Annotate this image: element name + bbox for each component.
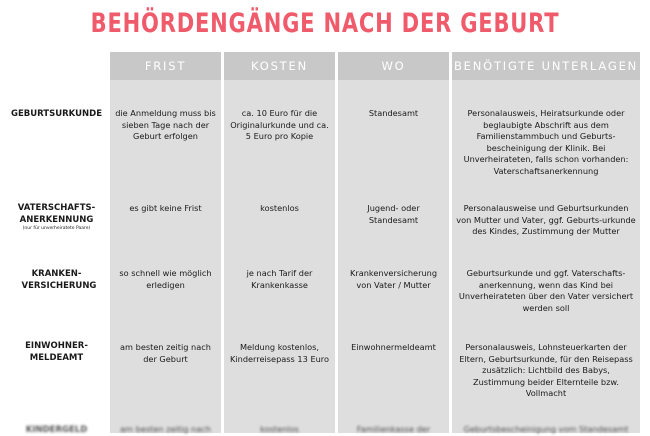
row-label-vaterschaftsanerkennung (0, 202, 113, 232)
cell-unterlagen: Personalausweise und Geburtsurkunden von Mutter und Vater, ggf. Geburts-urkunde des Kindes, Zustimmung der Mutter (456, 203, 636, 236)
row-label-text: EINWOHNER-MELDEAMT (25, 341, 88, 363)
cell-frist: die Anmeldung muss bis sieben Tage nach der Geburt erfolgen (115, 108, 216, 141)
page-title: BEHÖRDENGÄNGE NACH DER GEBURT (90, 7, 560, 39)
row-label-krankenversicherung (0, 268, 113, 292)
cell-unterlagen: Geburtsbescheinigung vom Standesamt (463, 424, 629, 434)
cell-unterlagen: Personalausweis, Lohnsteuerkarten der Eltern, Geburtsurkunde, für den Reisepass zusätzlich: Lichtbild des Babys, Zustimmung beider Elternteile bzw. Vollmacht (459, 342, 633, 398)
row-label-geburtsurkunde (0, 108, 113, 120)
cell-frist: es gibt keine Frist (129, 203, 202, 213)
cell-kosten: kostenlos (260, 203, 299, 213)
cell-frist: am besten zeitig nach (120, 424, 211, 434)
header-wo: WO (338, 52, 449, 80)
header-frist: FRIST (110, 52, 221, 80)
cell-frist: so schnell wie möglich erledigen (119, 268, 212, 290)
cell-kosten: Meldung kostenlos, Kinderreisepass 13 Euro (229, 342, 330, 364)
cell-frist: am besten zeitig nach der Geburt (120, 342, 211, 364)
row-label-text: VATERSCHAFTS-ANERKENNUNG (17, 203, 96, 225)
row-label-einwohnermeldeamt (0, 340, 113, 364)
cell-wo: Familienkasse der (356, 424, 431, 434)
cell-wo: Jugend- oder Standesamt (367, 203, 420, 225)
header-kosten: KOSTEN (224, 52, 335, 80)
cell-unterlagen: Geburtsurkunde und ggf. Vaterschafts-anerkennung, wenn das Kind bei Unverheirateten über den Vater versichert werden soll (458, 268, 634, 313)
header-unterlagen: BENÖTIGTE UNTERLAGEN (452, 52, 640, 80)
cell-kosten: kostenlos (260, 424, 299, 434)
row-label-kindergeld (0, 424, 113, 436)
cell-kosten: je nach Tarif der Krankenkasse (246, 268, 313, 290)
cell-kosten: ca. 10 Euro für die Originalurkunde und ca. 5 Euro pro Kopie (230, 108, 329, 141)
cell-wo: Einwohnermeldeamt (351, 342, 436, 352)
cell-wo: Krankenversicherung von Vater / Mutter (349, 268, 438, 290)
row-label-text: GEBURTSURKUNDE (10, 109, 102, 119)
cell-wo: Standesamt (368, 108, 419, 118)
row-label-text: KRANKEN-VERSICHERUNG (21, 269, 97, 291)
cell-unterlagen: Personalausweis, Heiratsurkunde oder beglaubigte Abschrift aus dem Familienstammbuch und Geburts-bescheinigung der Klinik. Bei Unverheirateten, falls schon vorhanden: Vaterschaftsanerkennung (463, 108, 629, 176)
row-label-note: (nur für unverheiratete Paare) (22, 226, 91, 231)
row-label-text: KINDERGELD (25, 425, 88, 435)
column-wo (338, 80, 449, 433)
